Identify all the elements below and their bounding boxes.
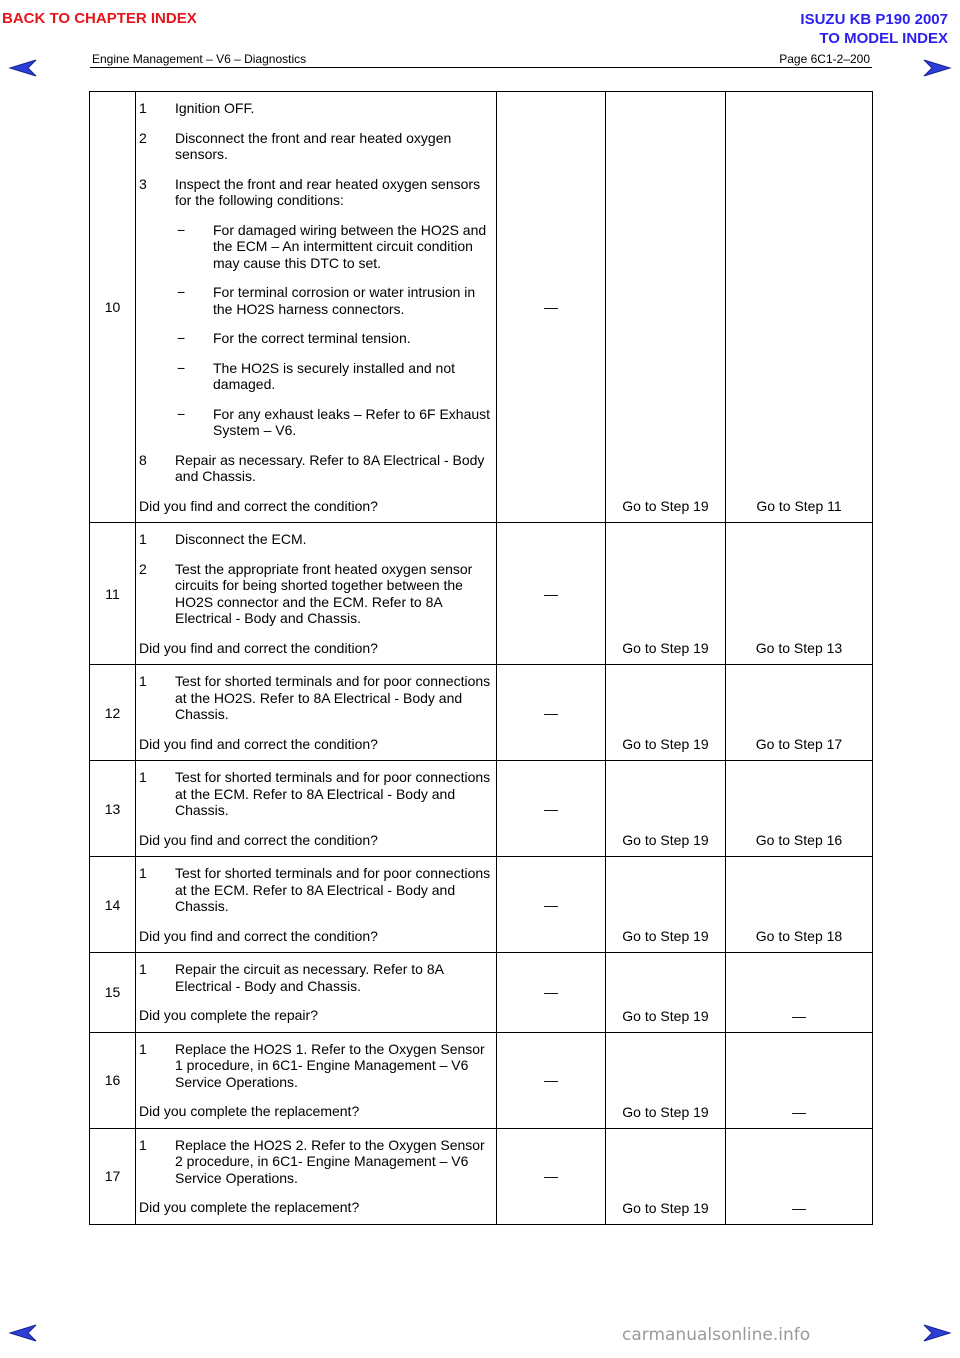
sub-item-text: For damaged wiring between the HO2S and the ECM – An intermittent circuit condition may cause this DTC to set. — [213, 221, 487, 271]
action-item-text: Replace the HO2S 1. Refer to the Oxygen Sensor 1 procedure, in 6C1- Engine Management – V6 Service Operations. — [175, 1040, 485, 1090]
no-cell: — — [726, 953, 873, 1033]
sub-item-text: For any exhaust leaks – Refer to 6F Exhaust System – V6. — [213, 405, 491, 438]
next-page-arrow-icon[interactable] — [922, 58, 952, 78]
question: Did you complete the repair? — [139, 1007, 318, 1023]
action-item-number: 3 — [139, 175, 147, 192]
question: Did you find and correct the condition? — [139, 831, 378, 848]
yes-cell: Go to Step 19 — [606, 1032, 726, 1128]
action-cell — [136, 857, 497, 953]
step-number: 14 — [90, 857, 136, 953]
action-item-text: Repair the circuit as necessary. Refer to 8A Electrical - Body and Chassis. — [175, 961, 444, 994]
header-divider — [90, 67, 872, 68]
table-row — [90, 1128, 873, 1224]
action-item — [139, 961, 492, 994]
step-number: 13 — [90, 761, 136, 857]
yes-cell: Go to Step 19 — [606, 523, 726, 665]
dash-bullet: − — [177, 221, 186, 238]
value-cell: — — [497, 1032, 606, 1128]
no-cell: Go to Step 16 — [726, 761, 873, 857]
dash-bullet: − — [177, 405, 186, 422]
table-row — [90, 953, 873, 1033]
sub-item — [175, 284, 492, 317]
action-item — [139, 531, 492, 548]
yes-cell: Go to Step 19 — [606, 92, 726, 523]
action-cell — [136, 1032, 497, 1128]
yes-cell: Go to Step 19 — [606, 857, 726, 953]
action-item-number: 8 — [139, 451, 147, 468]
table-row — [90, 92, 873, 523]
no-cell: — — [726, 1032, 873, 1128]
page-number: Page 6C1-2–200 — [779, 52, 870, 66]
step-number: 17 — [90, 1128, 136, 1224]
action-item-number: 1 — [139, 865, 147, 881]
value-cell: — — [497, 761, 606, 857]
step-number: 10 — [90, 92, 136, 523]
action-item — [139, 1137, 492, 1187]
step-number: 15 — [90, 953, 136, 1033]
action-item-text: Test for shorted terminals and for poor connections at the ECM. Refer to 8A Electrical - Body and Chassis. — [175, 769, 491, 818]
previous-page-arrow-icon[interactable] — [8, 58, 38, 78]
sub-item — [175, 330, 492, 347]
value-cell: — — [497, 665, 606, 761]
value-cell: — — [497, 1128, 606, 1224]
action-item-number: 1 — [139, 673, 147, 689]
dash-bullet: − — [177, 359, 186, 376]
action-cell — [136, 953, 497, 1033]
previous-page-arrow-icon-bottom[interactable] — [8, 1323, 38, 1343]
action-item-number: 1 — [139, 961, 147, 977]
step-number: 11 — [90, 523, 136, 665]
yes-cell: Go to Step 19 — [606, 1128, 726, 1224]
no-cell: — — [726, 1128, 873, 1224]
dash-bullet: − — [177, 284, 186, 300]
action-cell — [136, 523, 497, 665]
value-cell: — — [497, 523, 606, 665]
action-item-number: 1 — [139, 1040, 147, 1057]
action-item-text: Test for shorted terminals and for poor connections at the ECM. Refer to 8A Electrical - Body and Chassis. — [175, 865, 491, 914]
action-item-number: 2 — [139, 560, 147, 577]
model-title-link[interactable] — [800, 10, 948, 48]
table-row — [90, 1032, 873, 1128]
sub-item — [175, 222, 492, 272]
watermark: carmanualsonline.info — [622, 1325, 811, 1345]
action-item — [139, 1041, 492, 1091]
action-item-text: Disconnect the ECM. — [175, 531, 307, 547]
action-item-number: 1 — [139, 531, 147, 547]
action-item — [139, 176, 492, 209]
action-item — [139, 673, 492, 723]
no-cell: Go to Step 17 — [726, 665, 873, 761]
question: Did you complete the replacement? — [139, 1199, 360, 1215]
action-cell — [136, 92, 497, 523]
to-model-index-link[interactable]: TO MODEL INDEX — [819, 30, 948, 47]
question: Did you find and correct the condition? — [139, 639, 378, 656]
action-item — [139, 130, 492, 163]
value-cell: — — [497, 92, 606, 523]
action-item-text: Inspect the front and rear heated oxygen sensors for the following conditions: — [175, 175, 481, 208]
sub-item — [175, 360, 492, 393]
sub-item-text: The HO2S is securely installed and not damaged. — [213, 359, 456, 392]
action-item — [139, 865, 492, 915]
action-item-text: Repair as necessary. Refer to 8A Electrical - Body and Chassis. — [175, 451, 485, 484]
action-item-number: 1 — [139, 1136, 147, 1153]
action-cell — [136, 761, 497, 857]
page-header-title: Engine Management – V6 – Diagnostics — [92, 52, 307, 66]
action-item-text: Ignition OFF. — [175, 100, 255, 116]
action-item — [139, 452, 492, 485]
table-row — [90, 523, 873, 665]
model-title: ISUZU KB P190 2007 — [800, 11, 948, 28]
sub-item-text: For terminal corrosion or water intrusion in the HO2S harness connectors. — [213, 284, 476, 317]
value-cell: — — [497, 857, 606, 953]
action-item — [139, 769, 492, 819]
question: Did you find and correct the condition? — [139, 927, 378, 944]
question: Did you find and correct the condition? — [139, 497, 378, 514]
action-item-text: Test for shorted terminals and for poor connections at the HO2S. Refer to 8A Electrical - Body and Chassis. — [175, 673, 491, 722]
action-cell — [136, 1128, 497, 1224]
step-number: 16 — [90, 1032, 136, 1128]
action-item-text: Replace the HO2S 2. Refer to the Oxygen Sensor 2 procedure, in 6C1- Engine Management – V6 Service Operations. — [175, 1136, 485, 1186]
action-item — [139, 561, 492, 627]
table-row — [90, 857, 873, 953]
table-row — [90, 665, 873, 761]
sub-item-text: For the correct terminal tension. — [213, 330, 411, 346]
yes-cell: Go to Step 19 — [606, 953, 726, 1033]
dash-bullet: − — [177, 330, 186, 346]
action-item-number: 2 — [139, 129, 147, 146]
value-cell: — — [497, 953, 606, 1033]
next-page-arrow-icon-bottom[interactable] — [922, 1323, 952, 1343]
action-item — [139, 100, 492, 117]
sub-item — [175, 406, 492, 439]
no-cell: Go to Step 13 — [726, 523, 873, 665]
action-item-text: Disconnect the front and rear heated oxygen sensors. — [175, 129, 452, 162]
action-cell — [136, 665, 497, 761]
question: Did you find and correct the condition? — [139, 735, 378, 752]
step-number: 12 — [90, 665, 136, 761]
yes-cell: Go to Step 19 — [606, 665, 726, 761]
action-item-number: 1 — [139, 100, 147, 116]
action-item-number: 1 — [139, 769, 147, 785]
table-row — [90, 761, 873, 857]
back-to-chapter-index-link[interactable]: BACK TO CHAPTER INDEX — [2, 10, 197, 27]
yes-cell: Go to Step 19 — [606, 761, 726, 857]
diagnostic-table — [89, 91, 873, 1225]
action-item-text: Test the appropriate front heated oxygen sensor circuits for being shorted together between the HO2S connector and the ECM. Refer to 8A Electrical - Body and Chassis. — [175, 560, 473, 626]
question: Did you complete the replacement? — [139, 1103, 360, 1119]
no-cell: Go to Step 11 — [726, 92, 873, 523]
no-cell: Go to Step 18 — [726, 857, 873, 953]
